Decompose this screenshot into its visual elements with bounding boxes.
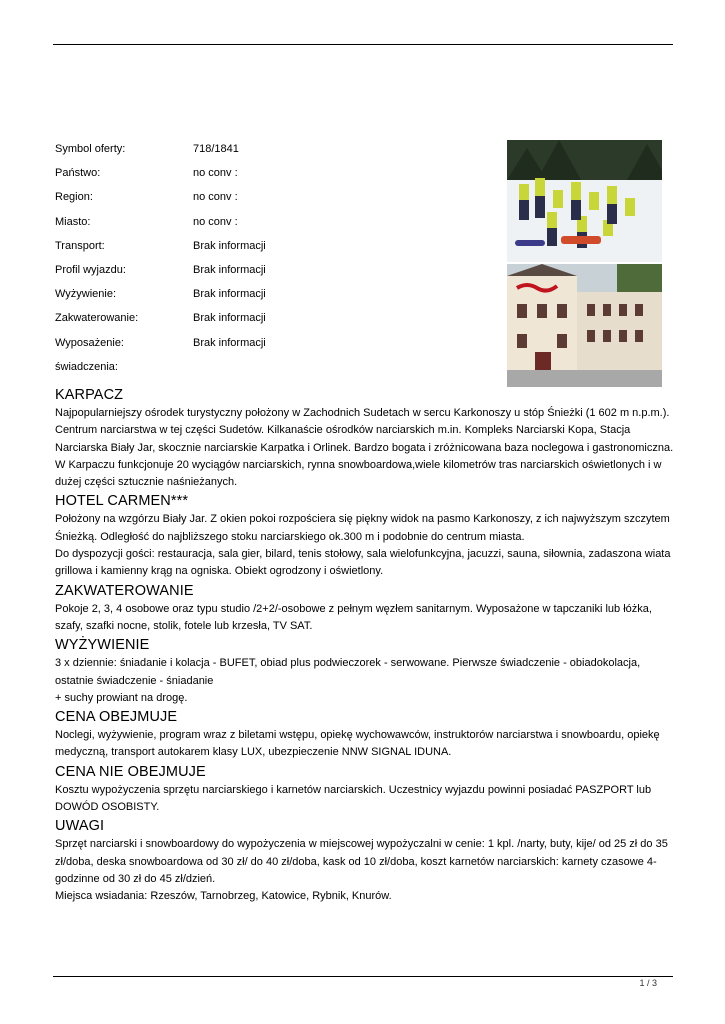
section	[55, 581, 675, 636]
top-rule	[53, 44, 673, 45]
section-paragraph: Miejsca wsiadania: Rzeszów, Tarnobrzeg, Katowice, Rybnik, Knurów.	[55, 890, 392, 903]
detail-label: świadczenia:	[55, 360, 118, 373]
detail-row	[55, 189, 485, 213]
hotel-photo	[507, 264, 662, 387]
detail-row	[55, 262, 485, 286]
bottom-rule	[53, 976, 673, 977]
detail-row	[55, 286, 485, 310]
detail-label: Symbol oferty:	[55, 143, 126, 155]
section	[55, 491, 675, 580]
detail-label: Transport:	[55, 239, 105, 252]
section-paragraph: Noclegi, wyżywienie, program wraz z biletami wstępu, opiekę wychowawców, instruktorów narciarstwa i snowboardu, opiekę medyczną, transport autokarem klasy LUX, ubezpieczenie NNW SIGNAL IDUNA.	[55, 729, 660, 759]
detail-label: Zakwaterowanie:	[55, 312, 139, 325]
section-paragraph: Do dyspozycji gości: restauracja, sala gier, bilard, tenis stołowy, sala wielofunkcyjna, jacuzzi, sauna, siłownia, zadaszona wiata grillowa i kamienny krąg na ogniska. Obiekt ogrodzony i oświetlony.	[55, 548, 671, 578]
section-paragraph: Pokoje 2, 3, 4 osobowe oraz typu studio /2+2/-osobowe z pełnym węzłem sanitarnym. Wyposażone w tapczaniki lub łóżka, szafy, szafki nocne, stolik, fotele lub krzesła, TV SAT.	[55, 602, 652, 632]
detail-value: no conv :	[193, 215, 238, 228]
detail-value: Brak informacji	[193, 336, 266, 349]
ski-group-photo	[507, 140, 662, 262]
section-heading: KARPACZ	[55, 387, 124, 403]
section	[55, 762, 675, 817]
section-heading: ZAKWATEROWANIE	[55, 582, 194, 599]
detail-row	[55, 359, 485, 383]
section-paragraph: Położony na wzgórzu Biały Jar. Z okien pokoi rozpościera się piękny widok na pasmo Karkonoszy, z ich najwyższym szczytem Śnieżką. Odległość do najbliższego stoku narciarskiego ok.300 m i podobnie do centrum miasta.	[55, 513, 670, 543]
detail-label: Region:	[55, 191, 93, 204]
detail-value: Brak informacji	[193, 239, 266, 252]
section-paragraph: Kosztu wypożyczenia sprzętu narciarskiego i karnetów narciarskich. Uczestnicy wyjazdu powinni posiadać PASZPORT lub DOWÓD OSOBISTY.	[55, 783, 652, 814]
detail-value: 718/1841	[193, 143, 239, 155]
section-heading: CENA OBEJMUJE	[55, 709, 178, 726]
section-heading: WYŻYWIENIE	[55, 637, 150, 654]
section-paragraph: + suchy prowiant na drogę.	[55, 691, 188, 704]
detail-label: Państwo:	[55, 167, 101, 180]
section-paragraph: Sprzęt narciarski i snowboardowy do wypożyczenia w miejscowej wypożyczalni w cenie: 1 kpl. /narty, buty, kije/ od 25 zł do 35 zł/doba, deska snowboardowa od 30 zł/ do 40 zł/doba, kask od 10 zł/doba, koszt karnetów narciarskich: karnety czasowe 4-godzinne od 30 zł do 45 zł/dzień.	[55, 838, 668, 885]
section-paragraph: 3 x dziennie: śniadanie i kolacja - BUFET, obiad plus podwieczorek - serwowane. Pierwsze świadczenie - obiadokolacja, ostatnie świadczenie - śniadanie	[55, 657, 641, 687]
detail-row	[55, 214, 485, 238]
section	[55, 816, 675, 905]
section	[55, 707, 675, 762]
detail-value: Brak informacji	[193, 288, 266, 301]
detail-value: Brak informacji	[193, 312, 266, 325]
detail-label: Wyposażenie:	[55, 336, 124, 349]
section	[55, 385, 675, 491]
detail-row	[55, 141, 485, 165]
offer-details	[55, 141, 485, 383]
detail-label: Miasto:	[55, 215, 91, 228]
detail-row	[55, 238, 485, 262]
detail-row	[55, 310, 485, 334]
offer-description	[55, 385, 675, 906]
detail-value: no conv :	[193, 191, 238, 204]
detail-value: Brak informacji	[193, 263, 266, 276]
section-heading: UWAGI	[55, 818, 105, 835]
detail-row	[55, 165, 485, 189]
detail-label: Profil wyjazdu:	[55, 263, 126, 276]
section-paragraph: Najpopularniejszy ośrodek turystyczny położony w Zachodnich Sudetach w sercu Karkonoszy u stóp Śnieżki (1 602 m n.p.m.). Centrum narciarstwa w tej części Sudetów. Kilkanaście ośrodków narciarskich m.in. Kompleks Narciarski Kopa, Stacja Narciarska Biały Jar, skocznie narciarskie Karpatka i Orlinek. Bardzo bogata i zróżnicowana baza noclegowa i gastronomiczna. W Karpaczu funkcjonuje 20 wyciągów narciarskich, rynna snowboardowa,wiele kilometrów tras narciarskich oświetlonych i w dużej części sztucznie naśnieżanych.	[55, 407, 674, 489]
section	[55, 635, 675, 707]
detail-value: no conv :	[193, 167, 238, 180]
detail-label: Wyżywienie:	[55, 288, 117, 301]
page-number: 1 / 3	[639, 978, 657, 988]
detail-row	[55, 335, 485, 359]
section-heading: CENA NIE OBEJMUJE	[55, 763, 206, 780]
section-heading: HOTEL CARMEN***	[55, 493, 189, 510]
